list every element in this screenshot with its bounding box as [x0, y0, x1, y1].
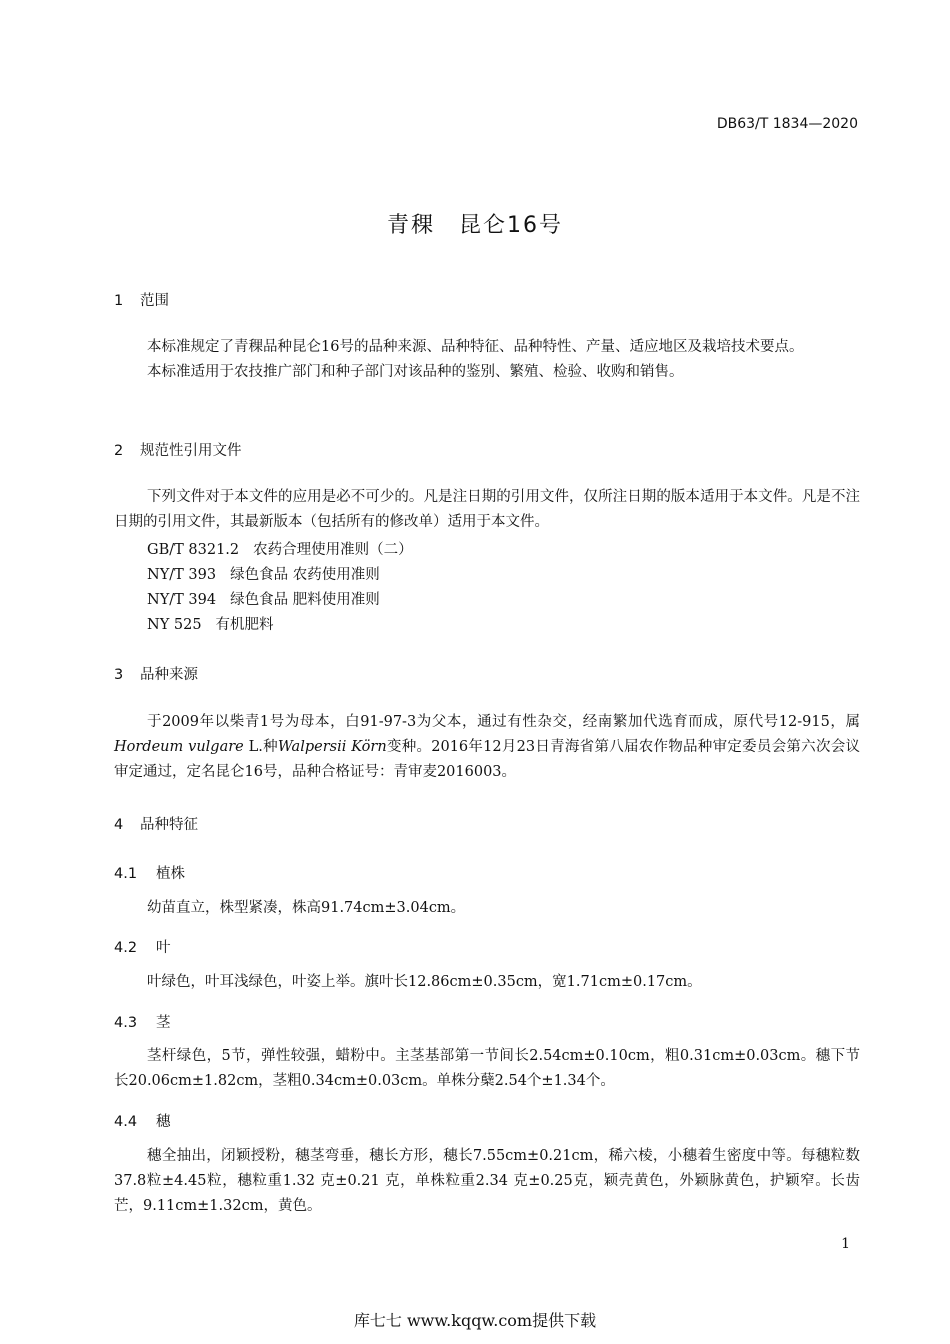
subsection-4-4-body — [114, 1144, 860, 1219]
section-title: 范围 — [140, 293, 169, 309]
subsection-title: 茎 — [156, 1015, 171, 1031]
reference-item — [147, 538, 413, 559]
section-3-heading — [114, 663, 198, 684]
section-2-heading — [114, 439, 242, 460]
section-3-body — [114, 710, 860, 785]
subsection-number: 4.1 — [114, 866, 138, 882]
paragraph: 穗全抽出，闭颖授粉，穗茎弯垂，穗长方形，穗长7.55cm±0.21cm，稀六棱，小穗着生密度中等。每穗粒数37.8粒±4.45粒，穗粒重1.32 克±0.21 克，单株粒重2.34 克±0.25克，颖壳黄色，外颖脉黄色，护颖窄。长齿芒，9.11cm±1.32cm，黄色。 — [114, 1148, 860, 1214]
subsection-4-2-body — [114, 970, 860, 995]
subsection-title: 叶 — [156, 940, 171, 956]
paragraph: 本标准适用于农技推广部门和种子部门对该品种的鉴别、繁殖、检验、收购和销售。 — [147, 364, 684, 380]
subsection-4-1-body — [114, 896, 860, 921]
section-title: 品种特征 — [140, 817, 198, 833]
paragraph: 下列文件对于本文件的应用是必不可少的。凡是注日期的引用文件，仅所注日期的版本适用于本文件。凡是不注日期的引用文件，其最新版本（包括所有的修改单）适用于本文件。 — [114, 489, 860, 530]
subsection-number: 4.2 — [114, 940, 138, 956]
reference-item — [147, 613, 274, 634]
subsection-4-3-body — [114, 1044, 860, 1094]
reference-name: 有机肥料 — [215, 617, 274, 633]
section-1-heading — [114, 289, 169, 310]
latin-species-name: Hordeum vulgare — [114, 739, 244, 755]
subsection-4-1-heading — [114, 862, 185, 883]
reference-name: 绿色食品 农药使用准则 — [230, 567, 380, 583]
subsection-4-3-heading — [114, 1011, 171, 1032]
download-footer: 库七七 www.kqqw.com提供下载 — [353, 1311, 597, 1330]
paragraph: 本标准规定了青稞品种昆仑16号的品种来源、品种特征、品种特性、产量、适应地区及栽培技术要点。 — [147, 339, 804, 355]
document-title: 青稞 昆仑16号 — [387, 213, 563, 238]
paragraph: 于2009年以柴青1号为母本，白91-97-3为父本，通过有性杂交，经南繁加代选育而成，原代号12-915，属Hordeum vulgare L.种Walpersii Körn变种。2016年12月23日青海省第八届农作物品种审定委员会第六次会议审定通过，定名昆仑16号，品种合格证号：青审麦2016003。 — [114, 714, 860, 780]
subsection-number: 4.3 — [114, 1015, 138, 1031]
section-number: 3 — [114, 667, 124, 683]
section-number: 2 — [114, 443, 124, 459]
reference-code: NY 525 — [147, 617, 202, 633]
reference-name: 绿色食品 肥料使用准则 — [230, 592, 380, 608]
section-number: 1 — [114, 293, 124, 309]
subsection-title: 穗 — [156, 1114, 171, 1130]
paragraph: 叶绿色，叶耳浅绿色，叶姿上举。旗叶长12.86cm±0.35cm，宽1.71cm±0.17cm。 — [147, 974, 702, 990]
subsection-number: 4.4 — [114, 1114, 138, 1130]
section-title: 规范性引用文件 — [140, 443, 242, 459]
section-4-heading — [114, 813, 198, 834]
section-title: 品种来源 — [140, 667, 198, 683]
paragraph: 茎杆绿色，5节，弹性较强，蜡粉中。主茎基部第一节间长2.54cm±0.10cm，粗0.31cm±0.03cm。穗下节长20.06cm±1.82cm，茎粗0.34cm±0.03cm。单株分蘖2.54个±1.34个。 — [114, 1048, 860, 1089]
standard-code: DB63/T 1834—2020 — [716, 116, 858, 132]
reference-name: 农药合理使用准则（二） — [253, 542, 413, 558]
reference-code: GB/T 8321.2 — [147, 542, 240, 558]
subsection-4-2-heading — [114, 936, 171, 957]
reference-code: NY/T 393 — [147, 567, 217, 583]
latin-variety-name: Walpersii Körn — [277, 739, 387, 755]
page-number: 1 — [841, 1236, 850, 1252]
reference-item — [147, 588, 380, 609]
section-number: 4 — [114, 817, 124, 833]
section-2-body — [114, 485, 860, 535]
reference-item — [147, 563, 380, 584]
paragraph: 幼苗直立，株型紧凑，株高91.74cm±3.04cm。 — [147, 900, 466, 916]
subsection-title: 植株 — [156, 866, 185, 882]
reference-code: NY/T 394 — [147, 592, 217, 608]
section-1-body — [114, 335, 860, 385]
subsection-4-4-heading — [114, 1110, 171, 1131]
